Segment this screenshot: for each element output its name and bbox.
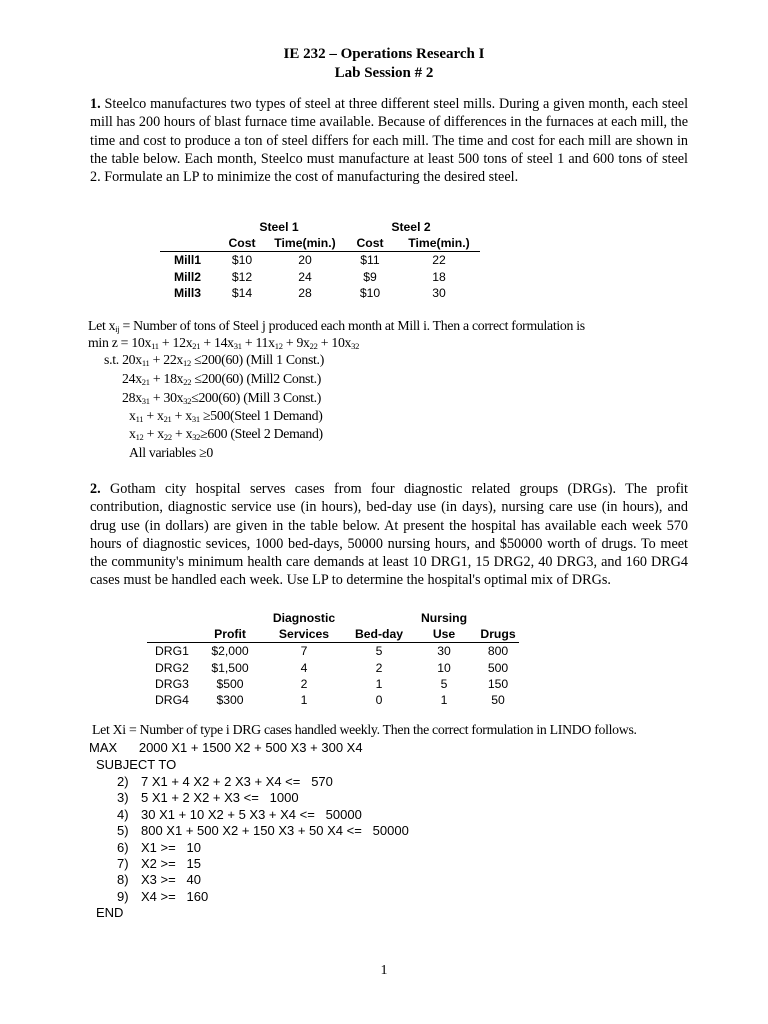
row-label: DRG4 (155, 693, 189, 708)
problem-2-text: Gotham city hospital serves cases from four diagnostic related groups (DRGs). The profit contribution, diagnostic service use (in hours), bed-day use (in days), nursing care use (in hours), and drug use (in dollars) are given in the table below. At present the hospital has available each week 570 hours of diagnostic sevices, 1000 bed-days, 50000 nursing hours, and $50000 worth of drugs. To meet the community's minimum health care demands at least 10 DRG1, 15 DRG2, 40 DRG3, and 160 DRG4 cases must be handled each week. Use LP to determine the hospital's optimal mix of DRGs. (90, 481, 689, 589)
table-cell: $500 (216, 676, 244, 691)
constraint-line: s.t. $20x_{11} + 22x_{12} \le 200(60)$ (Mill 1 Const.) (104, 352, 324, 368)
constraint-number: 2) (117, 774, 129, 789)
course-title: IE 232 – Operations Research I (283, 46, 485, 62)
table-row (147, 692, 519, 708)
constraint-expression: 30 X1 + 10 X2 + 5 X3 + X4 <= 50000 (141, 806, 362, 822)
constraint-expression: 800 X1 + 500 X2 + 150 X3 + 50 X4 <= 50000 (141, 823, 409, 839)
constraint-number: 5) (117, 823, 129, 839)
table-cell: 1 (440, 693, 448, 708)
table-cell: $12 (231, 269, 253, 284)
constraint-number: 9) (117, 888, 129, 904)
constraint-expression: 5 X1 + 2 X2 + X3 <= 1000 (141, 790, 299, 806)
constraint-expression: 7 X1 + 4 X2 + 2 X3 + X4 <= 570 (141, 774, 333, 789)
constraint-line: $28x_{31} + 30x_{32}\le 200(60)$ (Mill 3 Const.) (122, 390, 322, 406)
problem-2-number: 2. (90, 481, 101, 497)
table-cell: 50 (491, 693, 505, 708)
table-row (160, 252, 480, 269)
table-cell: 800 (487, 644, 509, 659)
nonnegativity-line: All variables ≥0 (129, 445, 213, 460)
table-cell: $1,500 (211, 660, 249, 675)
table-cell: 2 (375, 660, 383, 675)
col-header: Time(min.) (268, 235, 342, 252)
table-cell: 500 (487, 660, 509, 675)
row-label: DRG2 (155, 660, 189, 675)
problem-1-text: Steelco manufactures two types of steel at three different steel mills. During a given month, each steel mill has 200 hours of blast furnace time available. Because of differences in the furnaces at each mill, the time and cost to produce a ton of steel differs for each mill. The time and cost for each mill are shown in the table below. Each month, Steelco must manufacture at least 500 tons of steel 1 and 600 tons of steel 2. Formulate an LP to minimize the cost of manufacturing the desired steel. (90, 96, 689, 186)
constraint-number: 6) (117, 839, 129, 855)
constraint-number: 4) (117, 806, 129, 822)
constraint-expression: X4 >= 160 (141, 888, 209, 904)
col-header: Use (411, 626, 477, 643)
table-cell: $300 (216, 693, 244, 708)
table-cell: 5 (375, 644, 383, 659)
table-cell: 30 (432, 285, 446, 300)
table-row (160, 269, 480, 285)
table-cell: 1 (375, 676, 383, 691)
table-cell: 4 (300, 660, 308, 675)
table-row (147, 660, 519, 676)
col-header: Time(min.) (398, 235, 480, 252)
table-cell: 30 (437, 644, 451, 659)
col-header: Drugs (477, 626, 519, 643)
problem-1-statement (90, 95, 688, 186)
col-header: Services (261, 626, 347, 643)
table-cell: $14 (231, 285, 253, 300)
constraint-expression: X3 >= 40 (141, 872, 201, 888)
col-header: Cost (216, 235, 268, 252)
table-cell: 22 (432, 253, 446, 268)
table-cell: 7 (300, 644, 308, 659)
constraint-number: 7) (117, 856, 129, 871)
table-cell: $10 (231, 253, 253, 268)
col-header: Bed-day (347, 626, 411, 643)
constraint-line: $24x_{21} + 18x_{22} \le 200(60)$ (Mill2 Const.) (122, 371, 322, 387)
col-header: Nursing (420, 611, 468, 626)
table-cell: 0 (375, 693, 383, 708)
row-label: Mill2 (174, 269, 202, 284)
problem-1-number: 1. (90, 96, 101, 112)
table-cell: 1 (300, 693, 308, 708)
row-label: DRG1 (155, 644, 189, 659)
constraint-line: $x_{11} + x_{21} + x_{31}$ ≥500(Steel 1 Demand) (129, 408, 323, 424)
subject-to-label: SUBJECT TO (96, 757, 177, 772)
col-header: Cost (342, 235, 398, 252)
table-cell: $9 (363, 269, 377, 284)
table-cell: $2,000 (211, 644, 249, 659)
row-label: DRG3 (155, 676, 189, 691)
lindo-objective: MAX 2000 X1 + 1500 X2 + 500 X3 + 300 X4 (89, 740, 363, 755)
drg-table (147, 610, 519, 708)
table-cell: 5 (440, 676, 448, 691)
constraint-expression: X1 >= 10 (141, 839, 201, 855)
table-cell: 2 (300, 676, 308, 691)
table-cell: $10 (359, 285, 381, 300)
table-row (147, 676, 519, 692)
objective-function: $\min z = 10x_{11} + 12x_{21} + 14x_{31} + 11x_{12} + 9x_{22} + 10x_{32}$ (88, 335, 360, 351)
table-cell: $11 (360, 253, 380, 268)
table-cell: 150 (487, 676, 509, 691)
page-number: 1 (380, 963, 388, 978)
table-cell: 24 (298, 269, 312, 284)
steel-2-header: Steel 2 (391, 220, 431, 235)
row-label: Mill3 (174, 285, 202, 300)
solution-1-intro: Let $x_{ij}$ = Number of tons of Steel j produced each month at Mill i. Then a correct formulation is (88, 318, 585, 334)
session-title: Lab Session # 2 (334, 65, 434, 81)
constraint-line: $x_{12} + x_{22} + x_{32}\ge 600$ (Steel 2 Demand) (129, 426, 323, 442)
row-label: Mill1 (174, 253, 202, 268)
solution-2-intro: Let Xi = Number of type i DRG cases handled weekly. Then the correct formulation in LINDO follows. (92, 722, 637, 737)
problem-2-statement (90, 480, 688, 590)
col-header: Profit (199, 626, 261, 643)
table-row (160, 285, 480, 301)
col-header: Diagnostic (272, 611, 336, 626)
steel-table (160, 219, 480, 301)
table-cell: 28 (298, 285, 312, 300)
constraint-number: 8) (117, 872, 129, 888)
table-cell: 18 (432, 269, 446, 284)
steel-1-header: Steel 1 (259, 220, 299, 235)
end-label: END (96, 905, 124, 920)
constraint-number: 3) (117, 790, 129, 806)
table-cell: 10 (437, 660, 451, 675)
constraint-expression: X2 >= 15 (141, 856, 201, 871)
table-row (147, 643, 519, 660)
table-cell: 20 (298, 253, 312, 268)
